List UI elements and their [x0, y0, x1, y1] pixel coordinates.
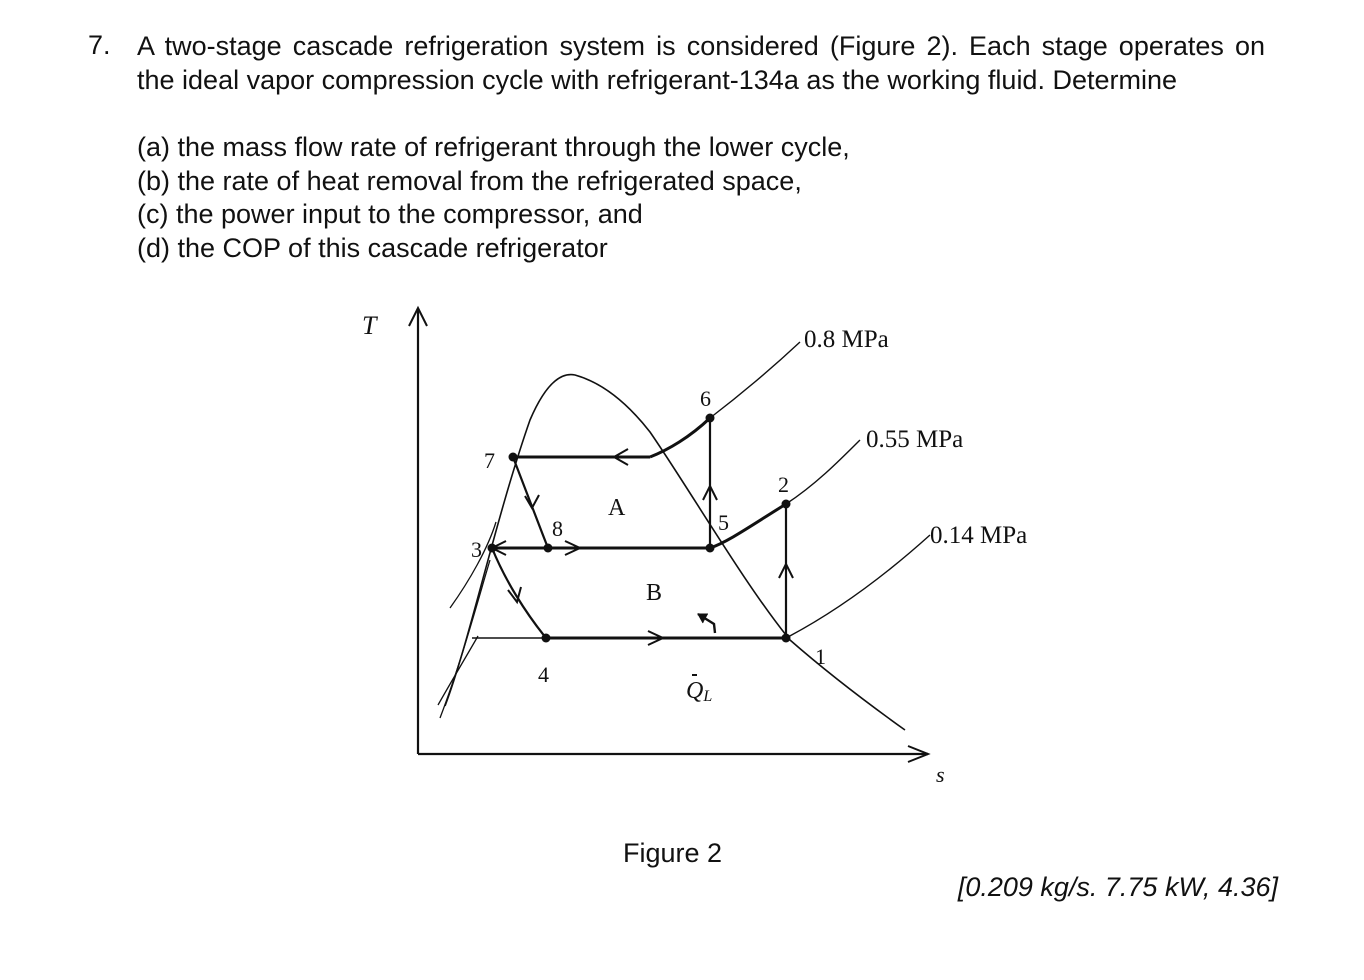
state-point-2	[782, 500, 791, 509]
cycle-label-a: A	[608, 495, 626, 521]
state-label-7: 7	[484, 448, 495, 473]
liquid-line-low	[438, 636, 478, 705]
part-b: (b) the rate of heat removal from the refrigerated space,	[137, 165, 802, 196]
part-a: (a) the mass flow rate of refrigerant through the lower cycle,	[137, 132, 850, 162]
axes	[409, 308, 928, 762]
pressure-label-0-14: 0.14 MPa	[930, 522, 1028, 549]
isobar-0-8	[710, 342, 800, 418]
state-point-1	[782, 634, 791, 643]
state-label-4: 4	[538, 662, 549, 687]
state-point-5	[706, 544, 715, 553]
state-label-3: 3	[471, 537, 482, 562]
lower-cycle-b	[472, 504, 793, 645]
state-point-6	[706, 414, 715, 423]
state-label-6: 6	[700, 386, 711, 411]
liquid-line-mid	[440, 560, 490, 718]
s-axis-label: s	[936, 762, 945, 787]
isobar-0-14	[786, 535, 930, 638]
state-point-7	[509, 453, 518, 462]
state-label-8: 8	[552, 516, 563, 541]
arrow-down-icon	[525, 495, 539, 508]
state-label-5: 5	[718, 510, 729, 535]
state-label-2: 2	[778, 472, 789, 497]
problem-paragraph: A two-stage cascade refrigeration system is considered (Figure 2). Each stage operates on the ideal vapor compression cycle with refrigerant-134a as the working fluid. Determine	[137, 31, 1265, 95]
state-point-3	[488, 544, 497, 553]
heat-label: QL	[686, 678, 713, 705]
figure-caption: Figure 2	[623, 838, 723, 868]
t-axis-label: T	[362, 311, 377, 340]
superheat-line-a	[650, 418, 710, 457]
pressure-label-0-8: 0.8 MPa	[804, 326, 889, 353]
expansion-line-a	[513, 457, 548, 548]
state-point-8	[544, 544, 553, 553]
isobar-0-55	[786, 440, 860, 504]
answer-text: [0.209 kg/s. 7.75 kW, 4.36]	[957, 872, 1278, 902]
part-c: (c) the power input to the compressor, and	[137, 199, 643, 229]
problem-number: 7.	[88, 30, 111, 60]
state-point-4	[542, 634, 551, 643]
pressure-label-0-55: 0.55 MPa	[866, 426, 964, 453]
saturation-dome	[445, 375, 905, 730]
state-label-1: 1	[815, 644, 826, 669]
part-d: (d) the COP of this cascade refrigerator	[137, 232, 608, 263]
cycle-label-b: B	[646, 580, 663, 606]
